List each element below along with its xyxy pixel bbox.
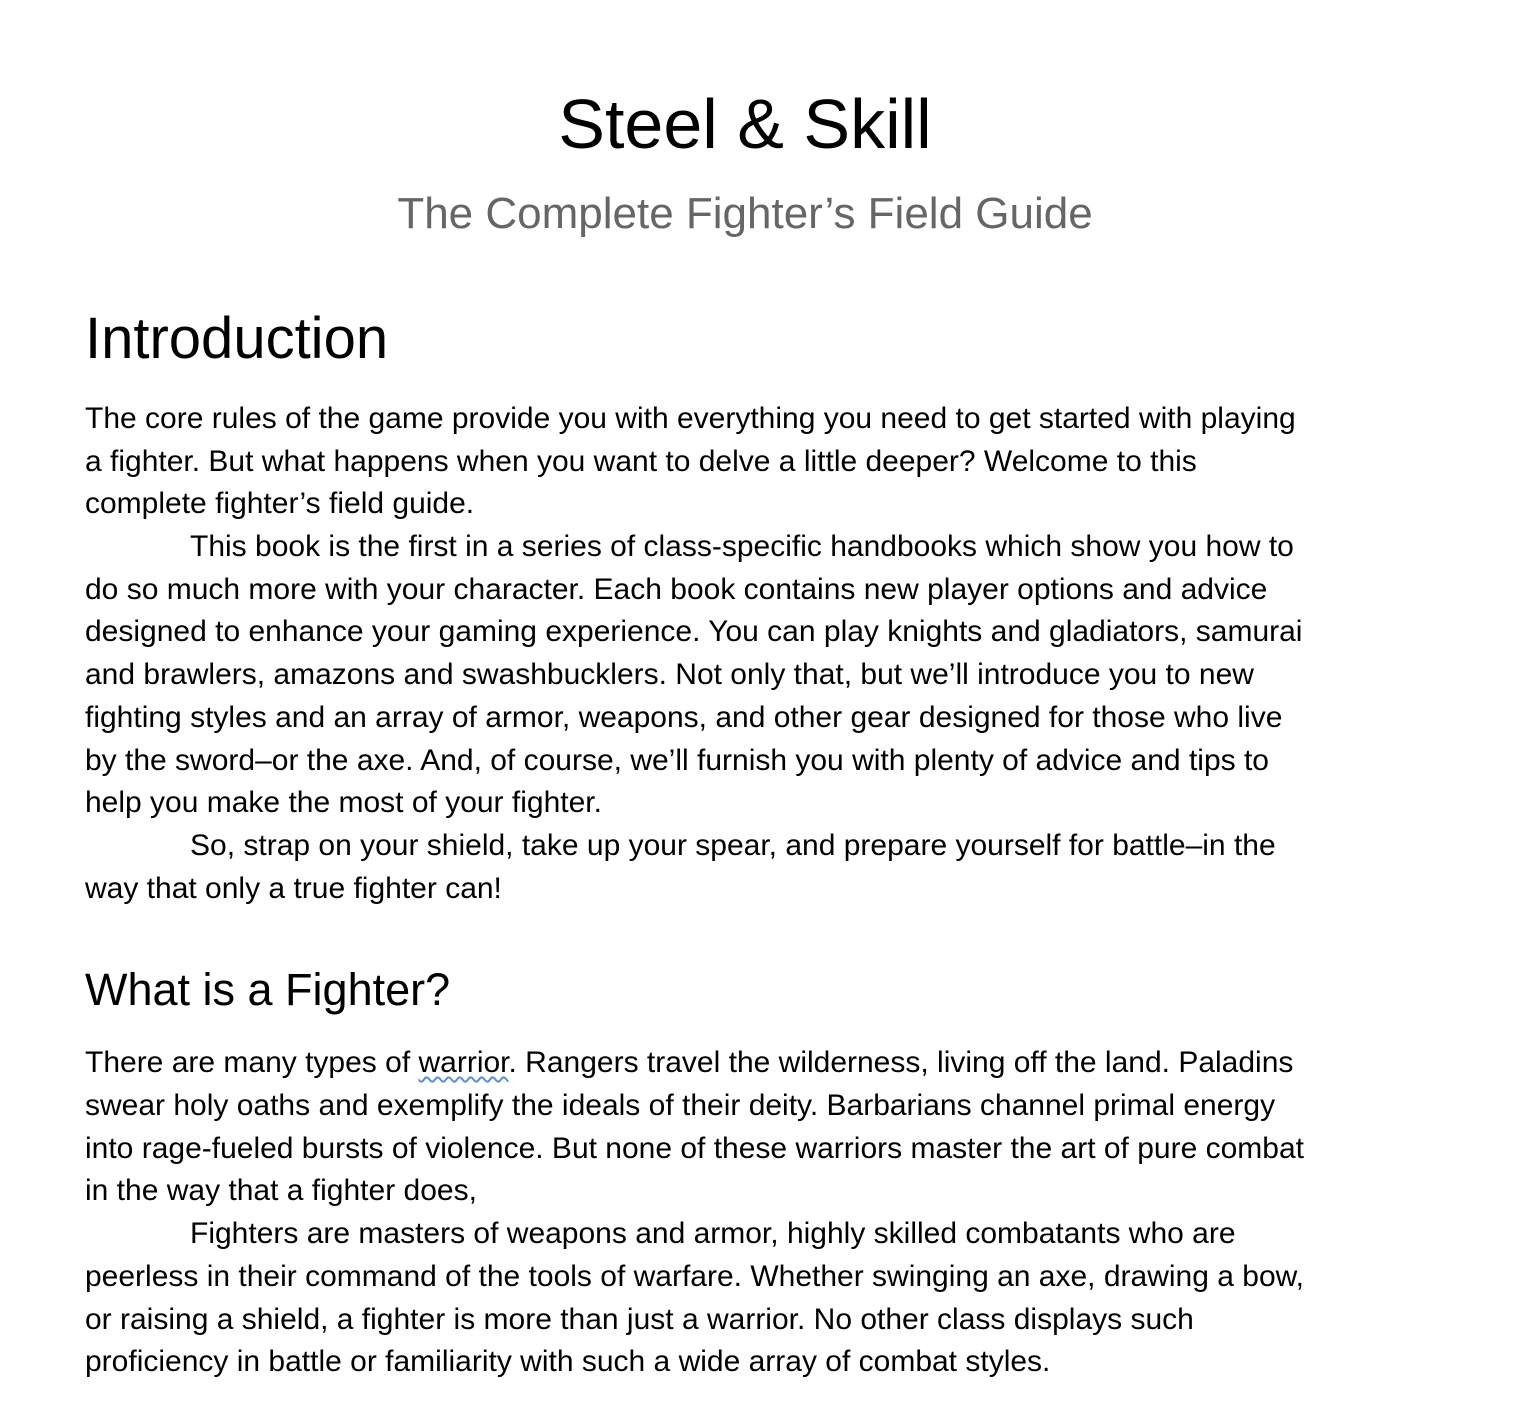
heading-introduction: Introduction [85, 306, 389, 371]
text-line: designed to enhance your gaming experience. You can play knights and gladiators, samurai [85, 615, 1303, 648]
text-line: swear holy oaths and exemplify the ideals of their deity. Barbarians channel primal energy [85, 1089, 1276, 1122]
text-line: So, strap on your shield, take up your spear, and prepare yourself for battle–in the [190, 829, 1276, 862]
text-line: into rage-fueled bursts of violence. But none of these warriors master the art of pure combat [85, 1132, 1304, 1165]
text-line: a fighter. But what happens when you want to delve a little deeper? Welcome to this [85, 445, 1197, 478]
text-line: proficiency in battle or familiarity with such a wide array of combat styles. [85, 1345, 1051, 1378]
text-segment: . Rangers travel the wilderness, living off the land. Paladins [508, 1046, 1294, 1079]
text-line: way that only a true fighter can! [85, 872, 502, 905]
document-subtitle: The Complete Fighter’s Field Guide [397, 189, 1093, 238]
text-line [85, 1045, 1293, 1081]
document-title: Steel & Skill [558, 85, 932, 163]
text-line: and brawlers, amazons and swashbucklers. Not only that, but we’ll introduce you to new [85, 658, 1254, 691]
text-segment: There are many types of [85, 1046, 419, 1079]
text-line: fighting styles and an array of armor, weapons, and other gear designed for those who live [85, 701, 1283, 734]
text-line: in the way that a fighter does, [85, 1174, 477, 1207]
text-line: Fighters are masters of weapons and armor, highly skilled combatants who are [190, 1217, 1236, 1250]
text-line: help you make the most of your fighter. [85, 786, 602, 819]
text-line: do so much more with your character. Each book contains new player options and advice [85, 573, 1268, 606]
text-line: complete fighter’s field guide. [85, 487, 475, 520]
text-line: or raising a shield, a fighter is more than just a warrior. No other class displays such [85, 1303, 1194, 1336]
text-line: This book is the first in a series of class-specific handbooks which show you how to [190, 530, 1294, 563]
text-line: The core rules of the game provide you with everything you need to get started with playing [85, 402, 1296, 435]
text-line: by the sword–or the axe. And, of course, we’ll furnish you with plenty of advice and tips to [85, 744, 1269, 777]
text-line: peerless in their command of the tools of warfare. Whether swinging an axe, drawing a bow, [85, 1260, 1304, 1293]
heading-what-is-a-fighter: What is a Fighter? [85, 964, 451, 1015]
spellcheck-flagged-word[interactable]: warrior [418, 1046, 509, 1079]
